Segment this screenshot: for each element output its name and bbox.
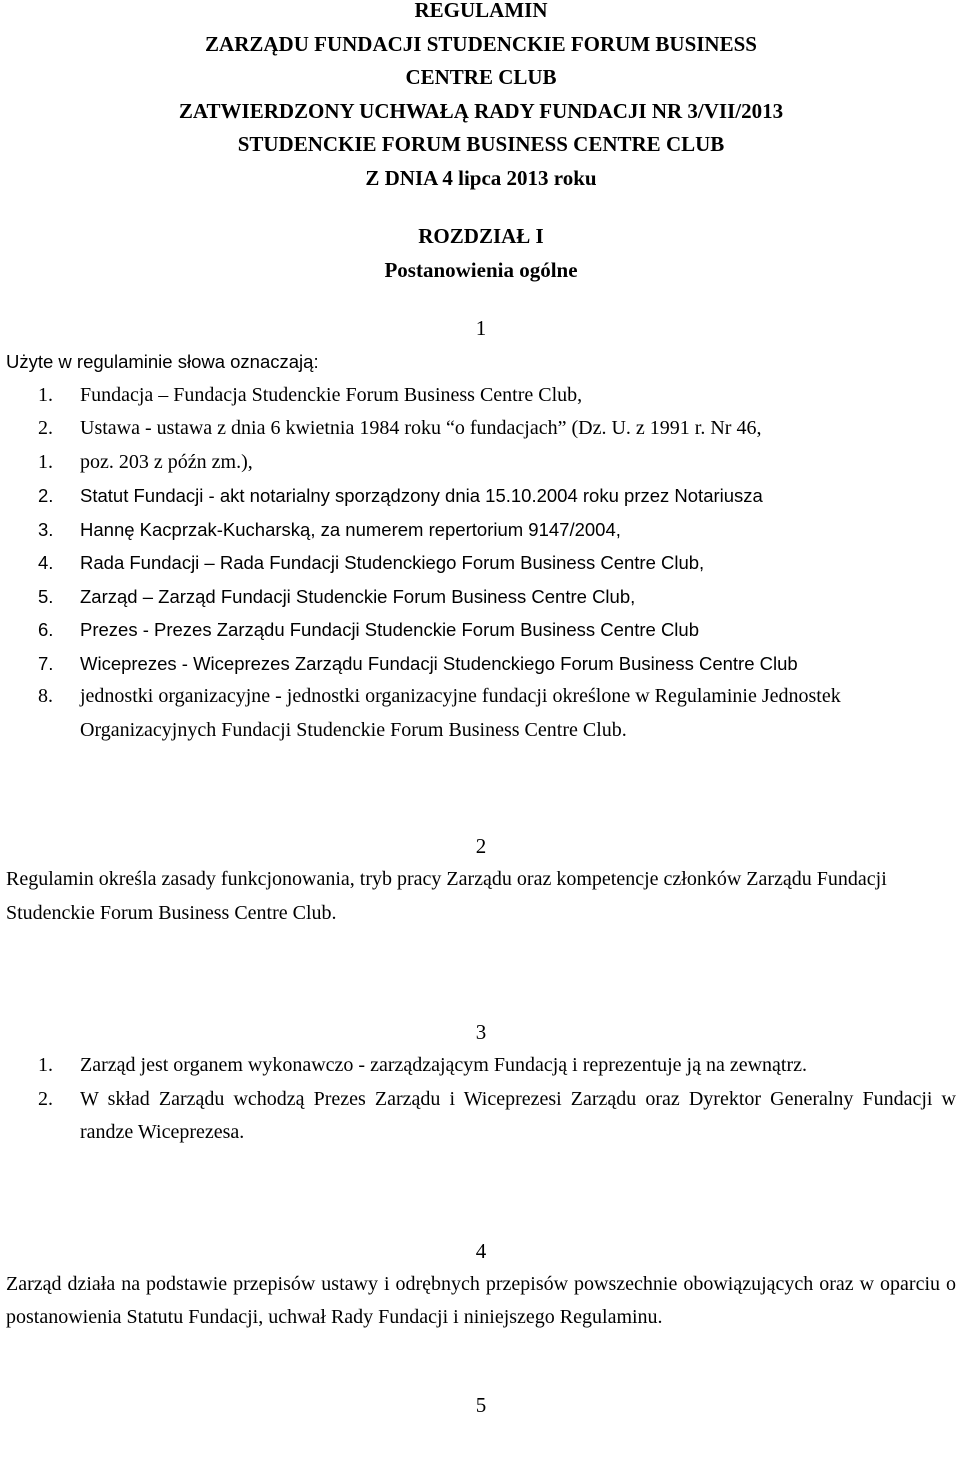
title-line: Z DNIA 4 lipca 2013 roku — [365, 165, 597, 190]
title-line: REGULAMIN — [414, 0, 548, 22]
section-2-text: Regulamin określa zasady funkcjonowania, tryb pracy Zarządu oraz kompetencje członków Zarządu Fundacji Studenckie Forum Business Centre Club. — [6, 868, 887, 924]
section-mark-4: 4 — [475, 1238, 487, 1263]
section-mark-5: 5 — [475, 1392, 487, 1417]
title-line: CENTRE CLUB — [405, 65, 557, 89]
section-4-text: Zarząd działa na podstawie przepisów ustawy i odrębnych przepisów powszechnie obowiązujących oraz w oparciu o postanowienia Statutu Fundacji, uchwał Rady Fundacji i niniejszego Regulaminu. — [6, 1272, 956, 1328]
document-page — [6, 0, 956, 1422]
section-3-list — [6, 1049, 956, 1150]
chapter-subheading: Postanowienia ogólne — [384, 257, 578, 282]
section-mark-2: 2 — [475, 834, 487, 858]
chapter-heading-block — [6, 220, 956, 287]
section-1-intro: Użyte w regulaminie słowa oznaczają: — [6, 351, 319, 372]
list-item: 2. Statut Fundacji - akt notarialny sporządzony dnia 15.10.2004 roku przez Notariusza — [38, 485, 763, 506]
section-mark-3: 3 — [475, 1020, 487, 1044]
section-mark-1: 1 — [475, 316, 487, 340]
list-item: 2. W skład Zarządu wchodzą Prezes Zarządu i Wiceprezesi Zarządu oraz Dyrektor Generalny Fundacji w randze Wiceprezesa. — [38, 1087, 956, 1143]
list-item: 6. Prezes - Prezes Zarządu Fundacji Studenckie Forum Business Centre Club — [38, 619, 699, 640]
definitions-list — [6, 379, 956, 748]
title-line: STUDENCKIE FORUM BUSINESS CENTRE CLUB — [237, 132, 725, 156]
list-item: 1. Zarząd jest organem wykonawczo - zarządzającym Fundacją i reprezentuje ją na zewnątrz. — [38, 1054, 808, 1076]
document-title — [6, 0, 956, 195]
title-line: ZATWIERDZONY UCHWAŁĄ RADY FUNDACJI NR 3/VII/2013 — [178, 98, 784, 123]
list-item: 5. Zarząd – Zarząd Fundacji Studenckie Forum Business Centre Club, — [38, 585, 636, 607]
list-item: 1. Fundacja – Fundacja Studenckie Forum Business Centre Club, — [38, 383, 583, 406]
title-line: ZARZĄDU FUNDACJI STUDENCKIE FORUM BUSINESS — [205, 31, 757, 56]
list-item: 1. poz. 203 z późn zm.), — [38, 450, 253, 473]
list-item: 2. Ustawa - ustawa z dnia 6 kwietnia 1984 roku “o fundacjach” (Dz. U. z 1991 r. Nr 46, — [38, 417, 762, 439]
list-item: 8. jednostki organizacyjne - jednostki organizacyjne fundacji określone w Regulaminie Jednostek Organizacyjnych Fundacji Studenckie Forum Business Centre Club. — [38, 685, 841, 741]
list-item: 4. Rada Fundacji – Rada Fundacji Studenckiego Forum Business Centre Club, — [38, 552, 705, 573]
chapter-heading: ROZDZIAŁ I — [418, 224, 544, 248]
list-item: 7. Wiceprezes - Wiceprezes Zarządu Fundacji Studenckiego Forum Business Centre Club — [38, 652, 798, 674]
list-item: 3. Hannę Kacprzak-Kucharską, za numerem repertorium 9147/2004, — [38, 518, 621, 540]
